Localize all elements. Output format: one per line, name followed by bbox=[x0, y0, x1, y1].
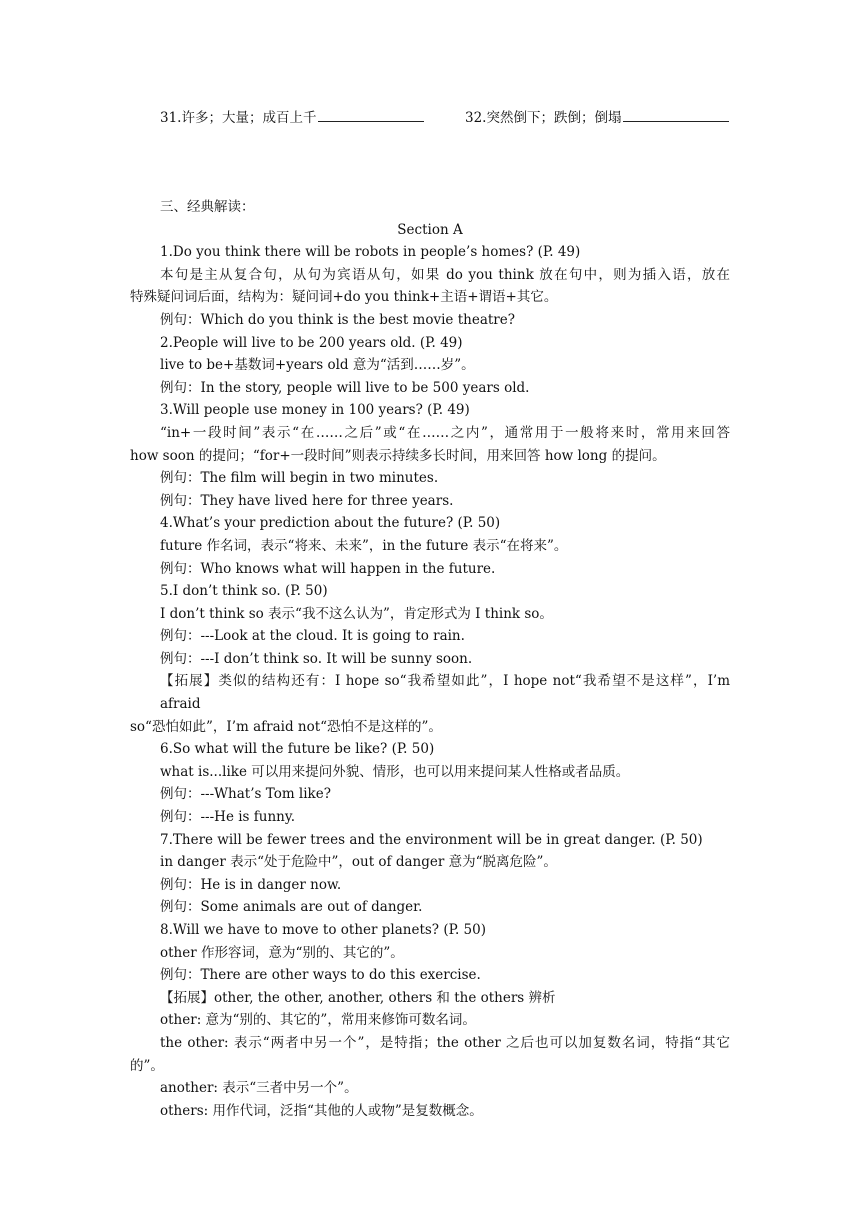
answer-blank[interactable] bbox=[318, 107, 424, 122]
text-line: in danger 表示“处于危险中”，out of danger 意为“脱离危险”。 bbox=[160, 854, 557, 871]
section-heading: 三、经典解读： bbox=[160, 199, 255, 215]
text-line: 例句：---What’s Tom like? bbox=[160, 786, 331, 803]
text-line: 1.Do you think there will be robots in people’s homes? (P. 49) bbox=[160, 244, 581, 261]
text-line: 3.Will people use money in 100 years? (P. 49) bbox=[160, 402, 470, 419]
text-line: 的”。 bbox=[130, 1057, 164, 1074]
subsection-heading: Section A bbox=[397, 221, 463, 238]
text-line: so“恐怕如此”，I’m afraid not“恐怕不是这样的”。 bbox=[130, 718, 442, 735]
text-line: what is...like 可以用来提问外貌、情形，也可以用来提问某人性格或者品质。 bbox=[160, 763, 630, 780]
text-line: live to be+基数词+years old 意为“活到……岁”。 bbox=[160, 357, 475, 374]
answer-blank[interactable] bbox=[623, 107, 729, 122]
text-lines bbox=[130, 241, 730, 1122]
main-content bbox=[130, 196, 730, 1122]
text-line: 【拓展】类似的结构还有：I hope so“我希望如此”，I hope not“我希望不是这样”，I’m afraid bbox=[160, 673, 730, 713]
text-line: 【拓展】other, the other, another, others 和 the others 辨析 bbox=[160, 989, 556, 1006]
text-line: 例句：---He is funny. bbox=[160, 809, 295, 826]
text-line: 本句是主从复合句，从句为宾语从句，如果 do you think 放在句中，则为插入语，放在 bbox=[160, 266, 730, 283]
text-line: 4.What’s your prediction about the future? (P. 50) bbox=[160, 515, 501, 532]
text-line: other 作形容词，意为“别的、其它的”。 bbox=[160, 944, 404, 961]
text-line: the other: 表示“两者中另一个”，是特指；the other 之后也可以加复数名词，特指“其它 bbox=[160, 1034, 730, 1051]
text-line: “in+一段时间”表示“在……之后”或“在……之内”，通常用于一般将来时，常用来回答 bbox=[160, 424, 730, 441]
text-line: how soon 的提问；“for+一段时间”则表示持续多长时间，用来回答 how long 的提问。 bbox=[130, 447, 666, 464]
text-line: 5.I don’t think so. (P. 50) bbox=[160, 583, 328, 600]
text-line: 7.There will be fewer trees and the environment will be in great danger. (P. 50) bbox=[160, 831, 703, 848]
text-line: I don’t think so 表示“我不这么认为”，肯定形式为 I think so。 bbox=[160, 605, 553, 622]
text-line: 6.So what will the future be like? (P. 50) bbox=[160, 741, 435, 758]
text-line: 例句：---Look at the cloud. It is going to rain. bbox=[160, 628, 465, 645]
text-line: 例句：They have lived here for three years. bbox=[160, 492, 454, 509]
text-line: 2.People will live to be 200 years old. (P. 49) bbox=[160, 334, 463, 351]
vocab-label: 31.许多；大量；成百上千 bbox=[160, 110, 317, 126]
vocab-label: 32.突然倒下；跌倒；倒塌 bbox=[465, 110, 622, 126]
text-line: 8.Will we have to move to other planets? (P. 50) bbox=[160, 922, 486, 938]
vocab-item-32 bbox=[465, 106, 729, 126]
vocab-item-31 bbox=[160, 106, 424, 126]
text-line: other: 意为“别的、其它的”，常用来修饰可数名词。 bbox=[160, 1012, 476, 1029]
text-line: future 作名词，表示“将来、未来”，in the future 表示“在将来”。 bbox=[160, 537, 568, 554]
text-line: 例句：In the story, people will live to be 500 years old. bbox=[160, 379, 530, 396]
text-line: 例句：The film will begin in two minutes. bbox=[160, 470, 439, 487]
text-line: another: 表示“三者中另一个”。 bbox=[160, 1080, 358, 1097]
text-line: 例句：---I don’t think so. It will be sunny soon. bbox=[160, 650, 473, 667]
text-line: 例句：He is in danger now. bbox=[160, 876, 342, 893]
text-line: 特殊疑问词后面，结构为：疑问词+do you think+主语+谓语+其它。 bbox=[130, 289, 558, 306]
text-line: 例句：Some animals are out of danger. bbox=[160, 899, 423, 916]
text-line: 例句：Which do you think is the best movie theatre? bbox=[160, 311, 515, 328]
text-line: 例句：Who knows what will happen in the future. bbox=[160, 560, 496, 577]
vocab-fill-row bbox=[160, 106, 740, 128]
text-line: others: 用作代词，泛指“其他的人或物”是复数概念。 bbox=[160, 1102, 483, 1119]
text-line: 例句：There are other ways to do this exercise. bbox=[160, 967, 481, 984]
